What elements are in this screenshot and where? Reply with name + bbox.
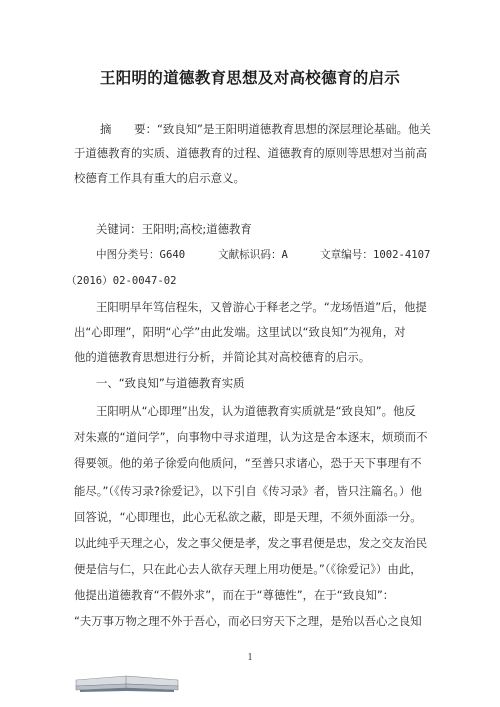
body-line: 以此纯乎天理之心，发之事父便是孝，发之事君便是忠，发之交友治民 — [74, 536, 428, 550]
intro-line: 出“心即理”，阳明“心学”由此发端。这里试以“致良知”为视角，对 — [74, 325, 406, 339]
abstract-line-1: 摘 要：“致良知”是王阳明道德教育思想的深层理论基础。他关 — [100, 122, 431, 136]
body-line: 对朱熹的“道问学”，向事物中寻求道理，认为这是舍本逐末，烦琐而不 — [74, 430, 428, 444]
section-heading: 一、“致良知”与道德教育实质 — [96, 376, 245, 390]
abstract-line-2: 于道德教育的实质、道德教育的过程、道德教育的原则等思想对当前高 — [74, 146, 428, 160]
body-line: “夫万事万物之理不外于吾心，而必曰穷天下之理，是殆以吾心之良知 — [74, 614, 422, 628]
issue-number: （2016）02-0047-02 — [66, 275, 177, 287]
document-code: 文献标识码：A — [218, 249, 288, 261]
page-number: 1 — [247, 652, 253, 663]
body-line: 回答说，“心即理也，此心无私欲之蔽，即是天理，不须外面添一分。 — [74, 510, 422, 524]
intro-line: 他的道德教育思想进行分析，并简论其对高校德育的启示。 — [74, 350, 371, 364]
document-title: 王阳明的道德教育思想及对高校德育的启示 — [99, 69, 401, 87]
book-icon — [74, 672, 180, 694]
body-line: 能尽。”（《传习录?徐爱记》，以下引自《传习录》者，皆只注篇名。）他 — [74, 484, 422, 498]
classification-number: 中图分类号：G640 — [96, 249, 186, 261]
intro-line: 王阳明早年笃信程朱，又曾游心于释老之学。“龙场悟道”后，他提 — [96, 300, 427, 314]
abstract-line-3: 校德育工作具有重大的启示意义。 — [74, 171, 245, 185]
body-line: 便是信与仁，只在此心去人欲存天理上用功便是。”（《徐爱记》）由此， — [74, 562, 422, 576]
abstract-label: 摘 要： — [100, 122, 157, 136]
body-line: 他提出道德教育“不假外求”，而在于“尊德性”，在于“致良知”： — [74, 588, 395, 602]
keywords: 关键词：王阳明;高校;道德教育 — [96, 222, 252, 236]
article-number: 文章编号：1002-4107 — [320, 249, 431, 261]
body-line: 得要领。他的弟子徐爱向他质问，“至善只求诸心，恐于天下事理有不 — [74, 456, 422, 470]
body-line: 王阳明从“心即理”出发，认为道德教育实质就是“致良知”。他反 — [96, 404, 416, 418]
